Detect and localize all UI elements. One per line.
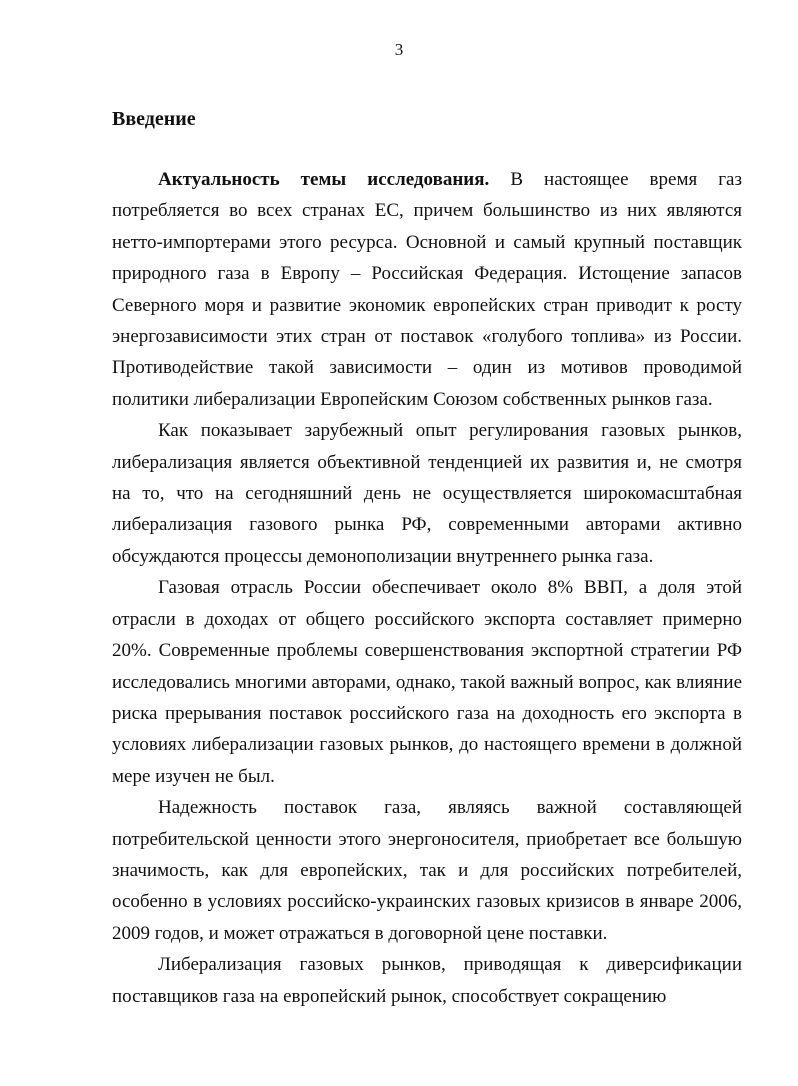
section-heading: Введение xyxy=(112,108,196,130)
paragraph: Газовая отрасль России обеспечивает около 8% ВВП, а доля этой отрасли в доходах от общего российского экспорта составляет примерно 20%. Современные проблемы совершенствования экспортной стратегии РФ исследовались многими авторами, однако, такой важный вопрос, как влияние риска прерывания поставок российского газа на доходность его экспорта в условиях либерализации газовых рынков, до настоящего времени в должной мере изучен не был. xyxy=(112,577,742,787)
paragraph-text: В настоящее время газ потребляется во всех странах ЕС, причем большинство из них являются нетто-импортерами этого ресурса. Основной и самый крупный поставщик природного газа в Европу – Российская Федерация. Истощение запасов Северного моря и развитие экономик европейских стран приводит к росту энергозависимости этих стран от поставок «голубого топлива» из России. Противодействие такой зависимости – один из мотивов проводимой политики либерализации Европейским Союзом собственных рынков газа. xyxy=(112,169,742,410)
paragraph: Надежность поставок газа, являясь важной составляющей потребительской ценности этого энергоносителя, приобретает все большую значимость, как для европейских, так и для российских потребителей, особенно в условиях российско-украинских газовых кризисов в январе 2006, 2009 годов, и может отражаться в договорной цене поставки. xyxy=(112,797,742,944)
paragraph-lead: Актуальность темы исследования. xyxy=(158,169,490,190)
paragraph: Как показывает зарубежный опыт регулирования газовых рынков, либерализация является объективной тенденцией их развития и, не смотря на то, что на сегодняшний день не осуществляется широкомасштабная либерализация газового рынка РФ, современными авторами активно обсуждаются процессы демонополизации внутреннего рынка газа. xyxy=(112,420,742,567)
body-text xyxy=(112,164,742,1012)
page-number: 3 xyxy=(394,40,404,59)
paragraph xyxy=(112,164,742,415)
paragraph: Либерализация газовых рынков, приводящая к диверсификации поставщиков газа на европейский рынок, способствует сокращению xyxy=(112,954,742,1007)
